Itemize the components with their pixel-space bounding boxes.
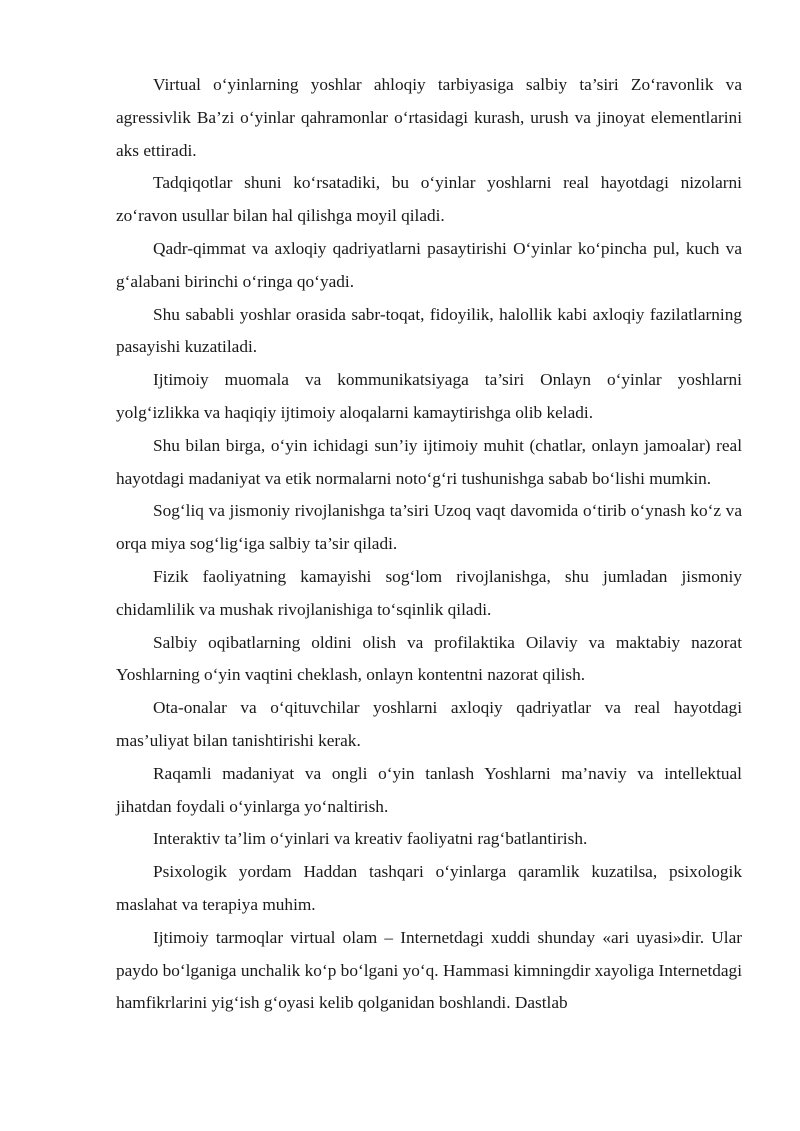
document-body [116, 69, 742, 1020]
paragraph: Raqamli madaniyat va ongli o‘yin tanlash Yoshlarni ma’naviy va intellektual jihatdan foydali o‘yinlarga yo‘naltirish. [116, 763, 742, 816]
paragraph: Salbiy oqibatlarning oldini olish va profilaktika Oilaviy va maktabiy nazorat Yoshlarning o‘yin vaqtini cheklash, onlayn kontentni nazorat qilish. [116, 632, 742, 685]
paragraph: Qadr-qimmat va axloqiy qadriyatlarni pasaytirishi O‘yinlar ko‘pincha pul, kuch va g‘alabani birinchi o‘ringa qo‘yadi. [116, 238, 742, 291]
paragraph: Interaktiv ta’lim o‘yinlari va kreativ faoliyatni rag‘batlantirish. [153, 829, 588, 849]
paragraph: Shu sababli yoshlar orasida sabr-toqat, fidoyilik, halollik kabi axloqiy fazilatlarning pasayishi kuzatiladi. [116, 304, 742, 357]
paragraph: Psixologik yordam Haddan tashqari o‘yinlarga qaramlik kuzatilsa, psixologik maslahat va terapiya muhim. [116, 862, 742, 914]
paragraph: Sog‘liq va jismoniy rivojlanishga ta’siri Uzoq vaqt davomida o‘tirib o‘ynash ko‘z va orqa miya sog‘lig‘iga salbiy ta’sir qiladi. [116, 501, 742, 554]
paragraph: Ijtimoiy tarmoqlar virtual olam – Internetdagi xuddi shunday «ari uyasi»dir. Ular paydo bo‘lganiga unchalik ko‘p bo‘lgani yo‘q. Hammasi kimningdir xayoliga Internetdagi hamfikrlarini yig‘ish g‘oyasi kelib qolganidan boshlandi. Dastlab [116, 927, 742, 1013]
paragraph: Virtual o‘yinlarning yoshlar ahloqiy tarbiyasiga salbiy ta’siri Zo‘ravonlik va agressivlik Ba’zi o‘yinlar qahramonlar o‘rtasidagi kurash, urush va jinoyat elementlarini aks ettiradi. [116, 75, 742, 160]
paragraph: Fizik faoliyatning kamayishi sog‘lom rivojlanishga, shu jumladan jismoniy chidamlilik va mushak rivojlanishiga to‘sqinlik qiladi. [116, 566, 742, 619]
paragraph: Ota-onalar va o‘qituvchilar yoshlarni axloqiy qadriyatlar va real hayotdagi mas’uliyat bilan tanishtirishi kerak. [116, 698, 742, 750]
paragraph: Shu bilan birga, o‘yin ichidagi sun’iy ijtimoiy muhit (chatlar, onlayn jamoalar) real hayotdagi madaniyat va etik normalarni noto‘g‘ri tushunishga sabab bo‘lishi mumkin. [116, 435, 742, 488]
paragraph: Tadqiqotlar shuni ko‘rsatadiki, bu o‘yinlar yoshlarni real hayotdagi nizolarni zo‘ravon usullar bilan hal qilishga moyil qiladi. [116, 173, 742, 226]
paragraph: Ijtimoiy muomala va kommunikatsiyaga ta’siri Onlayn o‘yinlar yoshlarni yolg‘izlikka va haqiqiy ijtimoiy aloqalarni kamaytirishga olib keladi. [116, 370, 742, 422]
